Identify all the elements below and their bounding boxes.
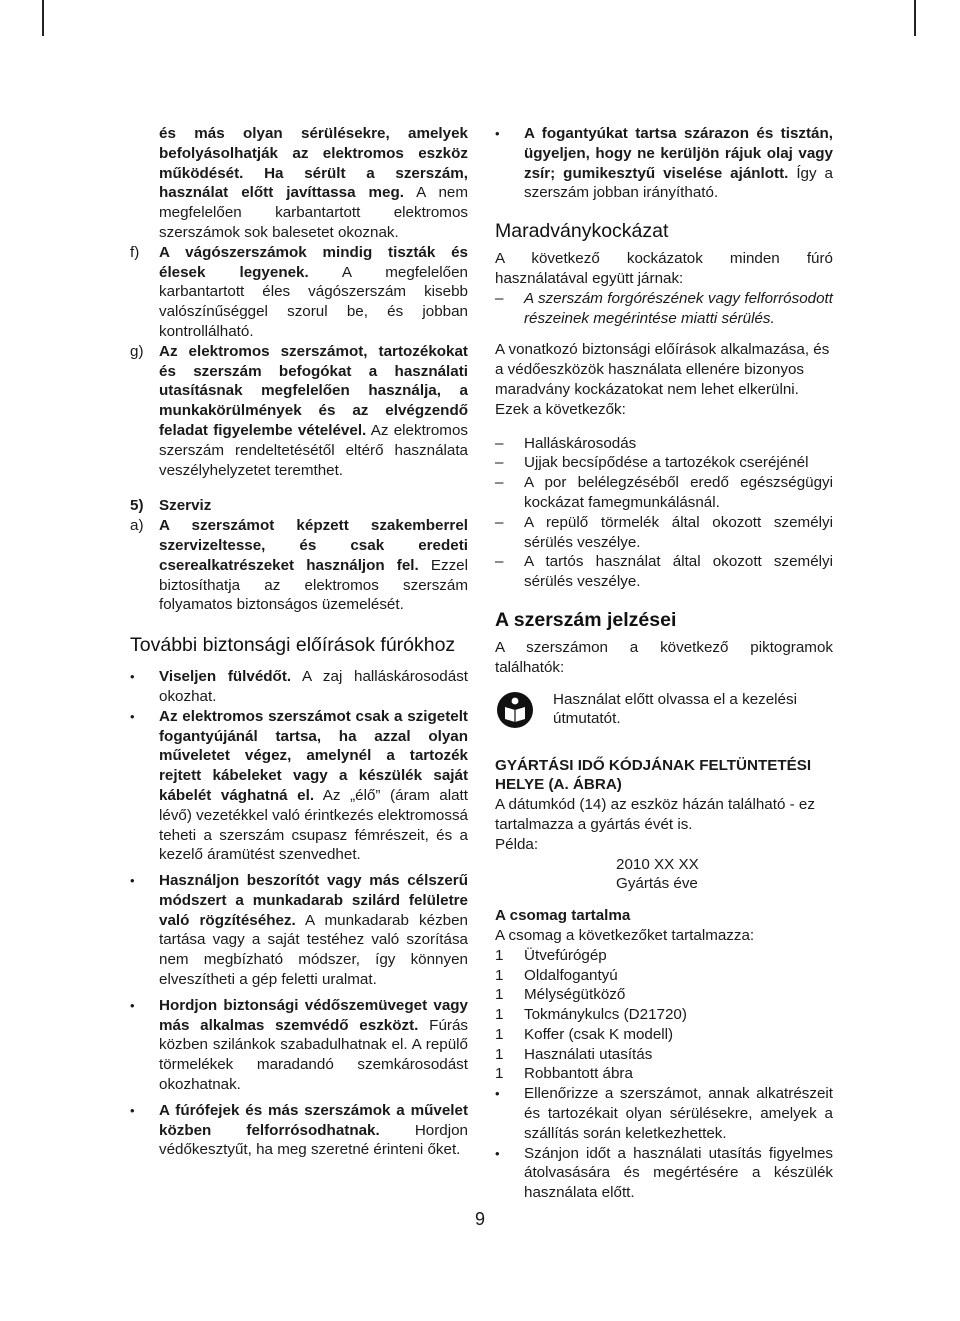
check-text: Szánjon időt a használati utasítás figyelmes átolvasására és megértésére a készülék használata előtt. [524,1144,833,1202]
package-name: Tokmánykulcs (D21720) [524,1006,687,1024]
residual-intro: A következő kockázatok minden fúró használatával együtt járnak: [495,250,833,287]
residual-italic-text: A szerszám forgórészének vagy felforrósodott részeinek megérintése miatti sérülés. [524,289,833,327]
rule-a-bold: A szerszámot képzett szakemberrel szervizeltesse, és csak eredeti cserealkatrészeket használjon fel. [159,517,468,574]
bullet-clamp-bold: Használjon beszorítót vagy más célszerű módszert a munkadarab szilárd felületre való rögzítéséhez. [159,872,468,929]
check-text: Ellenőrizze a szerszámot, annak alkatrészeit és tartozékait olyan sérülésekre, amelyek a szállítás során keletkezhettek. [524,1085,833,1142]
intro-rest: A nem megfelelően karbantartott elektromos szerszámok sok balesetet okoznak. [159,184,468,241]
rule-a-rest: Ezzel biztosíthatja az elektromos szerszám folyamatos biztonságos üzemelését. [159,556,468,614]
risk-item [495,434,833,454]
package-name: Ütvefúrógép [524,946,607,964]
bullet-insulated-grip-rest: Az „élő” (áram alatt lévő) vezetékkel való érintkezés elektromossá teheti a szerszám csupasz fémrészeit, és a kezelő áramütést szenvedhet. [159,786,469,864]
dash-mark: – [495,553,504,571]
bullet-clamp [130,871,468,990]
risk-text: Ujjak becsípődése a tartozékok cseréjénél [524,454,809,472]
residual-italic-item [495,289,833,329]
package-qty: 1 [495,1065,504,1083]
package-name: Oldalfogantyú [524,966,618,984]
page-number: 9 [474,1209,485,1229]
section-heading-drills: További biztonsági előírások fúrókhoz [130,634,456,657]
bullet-hearing [130,667,468,707]
bullet-hot-bits-rest: Hordjon védőkesztyűt, ha meg szeretné érinteni őket. [159,1121,468,1159]
bullet-hearing-bold: Viseljen fülvédőt. [159,668,292,686]
risk-item [495,453,833,473]
risk-text: A tartós használat által okozott személyi sérülés veszélye. [524,553,833,591]
manual-reading-icon [497,692,533,728]
bullet-dry-handles-bold: A fogantyúkat tartsa szárazon és tisztán, ügyeljen, hogy ne kerüljön rájuk olaj vagy zsír; gumikesztyű viselése ajánlott. [524,125,833,182]
package-qty: 1 [495,966,504,984]
rule-f-rest: A megfelelően karbantartott éles vágószerszám kisebb valószínűséggel szorul be, és jobban kontrollálható. [159,263,468,340]
section-5-title [130,496,468,516]
package-name: Mélységütköző [524,986,626,1004]
bullet-mark: • [130,873,135,889]
dash-mark: – [495,474,504,492]
intro-paragraph [130,124,468,243]
rule-g-marker: g) [130,342,144,360]
package-intro: A csomag a következőket tartalmazza: [495,926,755,944]
dash-mark: – [495,434,504,452]
package-qty: 1 [495,946,504,964]
package-item [495,985,833,1005]
package-item [495,1064,833,1084]
package-qty: 1 [495,1025,504,1043]
rule-f [130,243,468,342]
check-item [495,1144,833,1203]
left-column [130,124,468,1160]
risk-item [495,473,833,513]
bullet-goggles [130,996,468,1095]
bullet-mark: • [130,997,135,1013]
rule-f-bold: A vágószerszámok mindig tiszták és élesek legyenek. [159,243,468,281]
bullet-hot-bits [130,1101,468,1160]
pictogram-row [495,690,833,736]
bullet-goggles-bold: Hordjon biztonsági védőszemüveget vagy más alkalmas szemvédő eszközt. [159,996,468,1034]
example-code: 2010 XX XX [616,855,699,873]
rule-a [130,516,468,615]
package-qty: 1 [495,986,504,1004]
risk-text: Halláskárosodás [524,434,637,452]
example-label: Példa: [495,835,539,853]
rule-a-marker: a) [130,517,144,535]
package-list [495,946,833,1085]
section-5-marker: 5) [130,497,144,515]
residual-paragraph: A vonatkozó biztonsági előírások alkalmazása, és a védőeszközök használata ellenére bizonyos maradvány kockázatokat nem lehet elkerülni. Ezek a következők: [495,341,830,418]
heading-residual-risk: Maradványkockázat [495,220,669,243]
heading-tool-markings: A szerszám jelzései [495,608,677,631]
rule-g-bold: Az elektromos szerszámot, tartozékokat és szerszám befogókat a használati utasításnak megfelelően használja, a munkakörülmények és az elvégzendő feladat figyelembe vételével. [159,342,468,439]
bullet-mark: • [130,669,135,685]
rule-g-rest: Az elektromos szerszám rendeltetésétől eltérő használata veszélyhelyzetet teremthet. [159,421,468,479]
heading-date-code: GYÁRTÁSI IDŐ KÓDJÁNAK FELTÜNTETÉSI HELYE (A. ÁBRA) [495,756,812,794]
package-name: Koffer (csak K modell) [524,1025,674,1043]
bullet-hearing-rest: A zaj halláskárosodást okozhat. [159,668,469,705]
bullet-dry-handles [495,124,833,203]
package-name: Robbantott ábra [524,1065,633,1083]
heading-package: A csomag tartalma [495,907,631,925]
bullet-mark: • [495,1086,500,1102]
package-qty: 1 [495,1006,504,1024]
package-qty: 1 [495,1045,504,1063]
risk-list [495,434,833,592]
right-column [495,124,833,1203]
intro-bold: és más olyan sérülésekre, amelyek befolyásolhatják az elektromos eszköz működését. Ha sérült a szerszám, használat előtt javíttassa meg. [159,125,468,202]
section-5-label: Szerviz [159,497,212,515]
risk-item [495,513,833,553]
bullet-dry-handles-rest: Így a szerszám jobban irányítható. [524,164,833,202]
risk-text: A por belélegzéséből eredő egészségügyi kockázat famegmunkálásnál. [524,474,833,511]
package-item [495,1025,833,1045]
bullet-mark: • [130,1102,135,1118]
package-item [495,946,833,966]
dash-mark: – [495,289,504,307]
package-item [495,966,833,986]
rule-f-marker: f) [130,243,140,261]
package-item [495,1005,833,1025]
risk-item [495,552,833,592]
bullet-mark: • [495,126,500,141]
package-name: Használati utasítás [524,1045,653,1063]
example-caption: Gyártás éve [616,875,698,893]
bullet-mark: • [130,708,135,724]
dash-mark: – [495,513,504,531]
check-item [495,1084,833,1143]
dash-mark: – [495,454,504,472]
package-item [495,1045,833,1065]
bullet-insulated-grip [130,707,468,865]
crop-mark-right [914,0,916,36]
marking-intro: A szerszámon a következő piktogramok találhatók: [495,638,833,676]
rule-g [130,342,468,481]
bullet-insulated-grip-bold: Az elektromos szerszámot csak a szigetelt fogantyújánál tartsa, ha azzal olyan műveletet végez, amelynél a tartozék rejtett kábeleket vagy a készülék saját kábelét vághatná el. [159,707,468,804]
bullet-hot-bits-bold: A fúrófejek és más szerszámok a művelet közben felforrósodhatnak. [159,1101,468,1139]
bullet-goggles-rest: Fúrás közben szilánkok szabadulhatnak el. A repülő törmelékek maradandó szemkárosodást okozhatnak. [159,1016,468,1094]
bullet-mark: • [495,1145,500,1161]
risk-text: A repülő törmelék által okozott személyi sérülés veszélye. [524,513,833,551]
crop-mark-left [42,0,44,36]
date-text: A dátumkód (14) az eszköz házán található - ez tartalmazza a gyártás évét is. [495,796,815,833]
bullet-clamp-rest: A munkadarab kézben tartása vagy a saját testéhez való szorítása nem megbízható módszer, így könnyen elveszítheti a gép feletti uralmat. [159,911,469,989]
pictogram-text: Használat előtt olvassa el a kezelési útmutatót. [553,690,797,728]
